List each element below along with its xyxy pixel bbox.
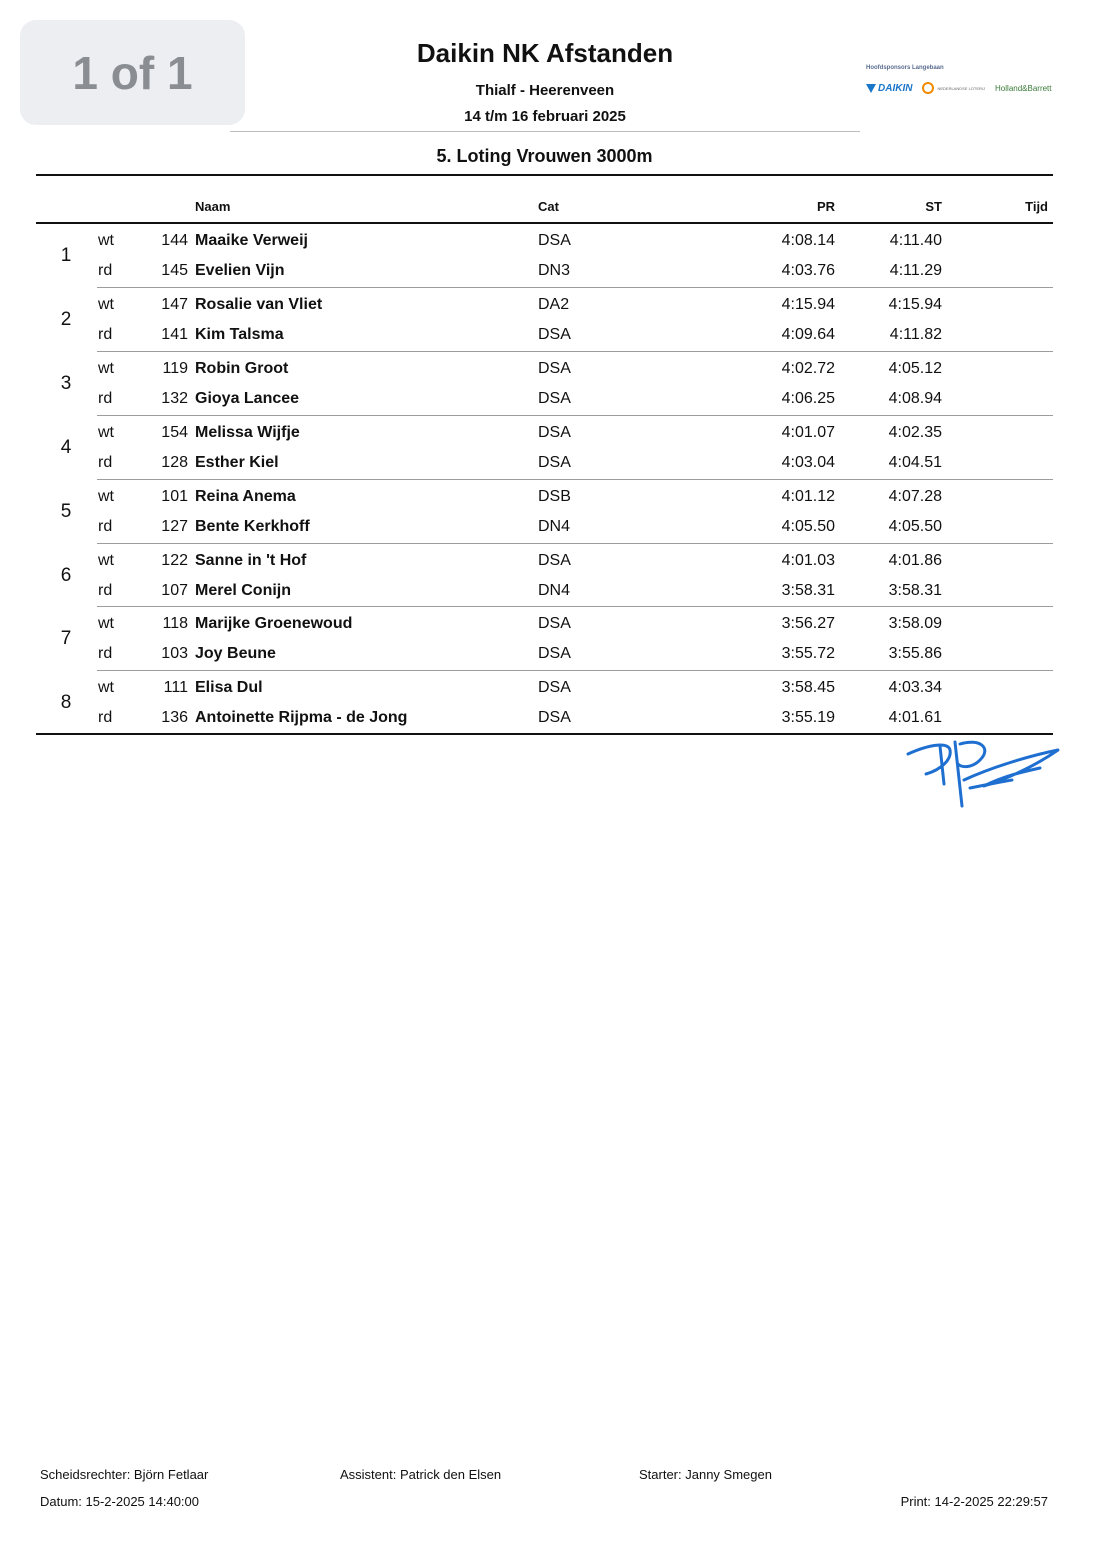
sponsors-label: Hoofdsponsors Langebaan <box>866 65 944 71</box>
bib-number: 111 <box>163 679 188 696</box>
season-time: 4:04.51 <box>888 454 942 471</box>
pair-number: 2 <box>60 309 72 330</box>
pair-number: 7 <box>60 628 72 649</box>
skater-category: DN4 <box>538 582 571 599</box>
personal-record: 4:05.50 <box>781 518 835 535</box>
section-title: 5. Loting Vrouwen 3000m <box>436 146 653 166</box>
personal-record: 4:01.07 <box>781 424 835 441</box>
sponsor-logos <box>866 82 1052 94</box>
referee-signature <box>900 734 1065 812</box>
lane-label: wt <box>98 552 114 569</box>
personal-record: 4:06.25 <box>781 390 835 407</box>
skater-name: Esther Kiel <box>195 454 279 471</box>
season-time: 4:07.28 <box>888 488 942 505</box>
skater-name: Gioya Lancee <box>195 390 300 407</box>
pair-divider <box>97 415 1053 416</box>
skater-name: Rosalie van Vliet <box>195 296 323 313</box>
bib-number: 127 <box>161 518 188 535</box>
season-time: 4:01.61 <box>888 709 942 726</box>
skater-category: DSA <box>538 454 571 471</box>
skater-name: Kim Talsma <box>195 326 284 343</box>
skater-category: DSA <box>538 424 571 441</box>
skater-name: Elisa Dul <box>195 679 263 696</box>
skater-name: Merel Conijn <box>195 582 292 599</box>
lane-label: wt <box>98 679 114 696</box>
daikin-logo <box>866 83 912 94</box>
lane-label: wt <box>98 488 114 505</box>
personal-record: 4:03.76 <box>781 262 835 279</box>
skater-category: DSA <box>538 645 571 662</box>
season-time: 4:11.29 <box>889 262 942 279</box>
lane-label: rd <box>98 582 113 599</box>
season-time: 4:01.86 <box>888 552 942 569</box>
bib-number: 128 <box>161 454 188 471</box>
lane-label: wt <box>98 232 114 249</box>
bib-number: 101 <box>161 488 188 505</box>
skater-name: Maaike Verweij <box>195 232 308 249</box>
bib-number: 144 <box>161 232 188 249</box>
personal-record: 3:55.72 <box>781 645 835 662</box>
season-time: 4:15.94 <box>888 296 942 313</box>
bib-number: 119 <box>162 360 188 377</box>
daikin-mark-icon <box>866 84 876 93</box>
skater-name: Evelien Vijn <box>195 262 285 279</box>
bib-number: 103 <box>161 645 188 662</box>
personal-record: 3:58.45 <box>781 679 835 696</box>
season-time: 4:08.94 <box>888 390 942 407</box>
column-header-tijd: Tijd <box>1025 199 1048 214</box>
bib-number: 141 <box>161 326 188 343</box>
pair-divider <box>97 479 1053 480</box>
skater-name: Sanne in 't Hof <box>195 552 307 569</box>
lane-label: wt <box>98 360 114 377</box>
event-venue: Thialf - Heerenveen <box>475 82 615 99</box>
holland-barrett-logo: Holland&Barrett <box>995 83 1052 93</box>
season-time: 3:58.31 <box>888 582 942 599</box>
section-rule-top <box>36 174 1053 176</box>
event-dates: 14 t/m 16 februari 2025 <box>464 108 626 125</box>
personal-record: 4:09.64 <box>781 326 835 343</box>
column-header-cat: Cat <box>538 199 559 214</box>
personal-record: 4:02.72 <box>781 360 835 377</box>
personal-record: 4:01.12 <box>781 488 835 505</box>
skater-category: DSA <box>538 232 571 249</box>
skater-category: DSB <box>538 488 571 505</box>
skater-name: Antoinette Rijpma - de Jong <box>195 709 408 726</box>
season-time: 4:11.82 <box>889 326 942 343</box>
lane-label: wt <box>98 615 114 632</box>
lane-label: rd <box>98 645 113 662</box>
skater-name: Melissa Wijfje <box>195 424 300 441</box>
skater-category: DSA <box>538 552 571 569</box>
footer-date: Datum: 15-2-2025 14:40:00 <box>40 1494 199 1509</box>
table-header-rule <box>36 222 1053 224</box>
skater-category: DSA <box>538 326 571 343</box>
lane-label: rd <box>98 390 113 407</box>
skater-category: DSA <box>538 360 571 377</box>
lane-label: rd <box>98 326 113 343</box>
footer-assistant: Assistent: Patrick den Elsen <box>340 1467 502 1482</box>
lottery-logo-text: NEDERLANDSE LOTERIJ <box>937 85 986 91</box>
skater-name: Joy Beune <box>195 645 276 662</box>
skater-category: DSA <box>538 615 571 632</box>
footer-print-date: Print: 14-2-2025 22:29:57 <box>900 1494 1048 1509</box>
bib-number: 122 <box>161 552 188 569</box>
bib-number: 136 <box>161 709 188 726</box>
pair-divider <box>97 287 1053 288</box>
footer-starter: Starter: Janny Smegen <box>639 1467 772 1482</box>
bib-number: 145 <box>161 262 188 279</box>
season-time: 4:02.35 <box>888 424 942 441</box>
pair-number: 4 <box>60 437 72 458</box>
personal-record: 4:15.94 <box>781 296 835 313</box>
pair-number: 3 <box>60 373 72 394</box>
season-time: 3:55.86 <box>888 645 942 662</box>
skater-name: Bente Kerkhoff <box>195 518 310 535</box>
pair-divider <box>97 543 1053 544</box>
personal-record: 3:56.27 <box>781 615 835 632</box>
bib-number: 154 <box>161 424 188 441</box>
pair-divider <box>97 351 1053 352</box>
event-title: Daikin NK Afstanden <box>416 38 674 68</box>
column-header-st: ST <box>925 199 942 214</box>
page-indicator-badge: 1 of 1 <box>20 20 245 125</box>
personal-record: 3:55.19 <box>781 709 835 726</box>
personal-record: 4:03.04 <box>781 454 835 471</box>
pair-divider <box>97 670 1053 671</box>
lane-label: rd <box>98 262 113 279</box>
skater-category: DN4 <box>538 518 571 535</box>
pair-number: 1 <box>60 245 72 266</box>
season-time: 4:03.34 <box>888 679 942 696</box>
footer-referee: Scheidsrechter: Björn Fetlaar <box>40 1467 209 1482</box>
lane-label: rd <box>98 518 113 535</box>
pair-number: 6 <box>60 565 72 586</box>
pair-number: 5 <box>60 501 72 522</box>
skater-category: DA2 <box>538 296 570 313</box>
season-time: 4:05.50 <box>888 518 942 535</box>
skater-name: Marijke Groenewoud <box>195 615 353 632</box>
skater-category: DN3 <box>538 262 571 279</box>
lane-label: wt <box>98 296 114 313</box>
skater-name: Robin Groot <box>195 360 289 377</box>
column-header-naam: Naam <box>195 199 231 214</box>
season-time: 4:11.40 <box>889 232 942 249</box>
pair-number: 8 <box>60 692 72 713</box>
lane-label: rd <box>98 454 113 471</box>
column-header-pr: PR <box>816 199 835 214</box>
skater-category: DSA <box>538 390 571 407</box>
season-time: 3:58.09 <box>888 615 942 632</box>
daikin-logo-text: DAIKIN <box>878 82 913 94</box>
lane-label: wt <box>98 424 114 441</box>
lane-label: rd <box>98 709 113 726</box>
bib-number: 147 <box>161 296 188 313</box>
lottery-mark-icon <box>922 82 934 94</box>
skater-name: Reina Anema <box>195 488 296 505</box>
personal-record: 4:08.14 <box>781 232 835 249</box>
lottery-logo <box>922 82 985 94</box>
skater-category: DSA <box>538 709 571 726</box>
bib-number: 132 <box>161 390 188 407</box>
pair-divider <box>97 606 1053 607</box>
bib-number: 118 <box>162 615 188 632</box>
personal-record: 3:58.31 <box>781 582 835 599</box>
bib-number: 107 <box>161 582 188 599</box>
skater-category: DSA <box>538 679 571 696</box>
personal-record: 4:01.03 <box>781 552 835 569</box>
header-divider <box>230 131 860 132</box>
season-time: 4:05.12 <box>888 360 942 377</box>
